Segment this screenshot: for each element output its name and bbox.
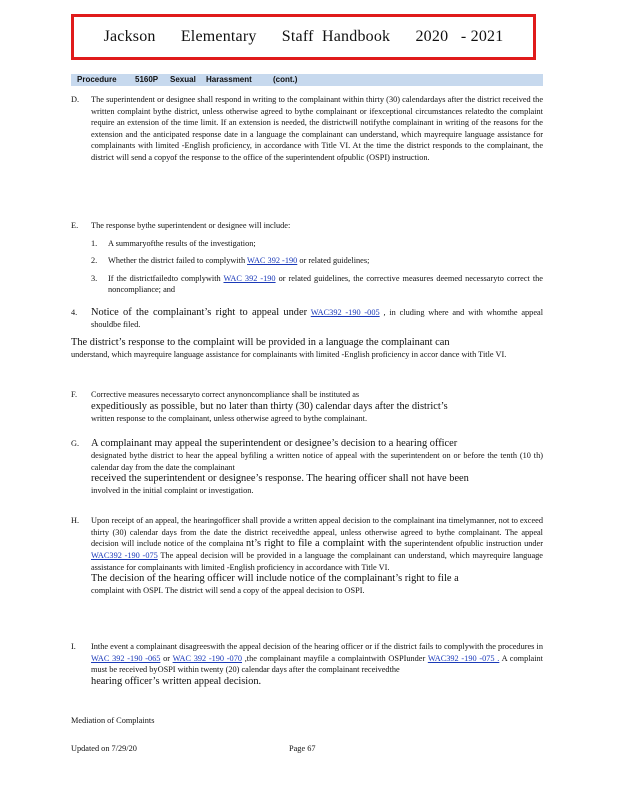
procedure-sexual: Sexual [170,75,196,84]
wac-link[interactable]: WAC 392 -190 [223,273,276,283]
wac-link[interactable]: WAC 392 -190 -070 [172,653,242,663]
handbook-title-box [71,14,536,60]
district-response-paragraph [71,337,543,361]
section-e-intro: The response bythe superintendent or designee will include: [91,221,291,230]
section-g-line: received the superintendent or designee’s response. The hearing officer shall not have been [91,473,469,485]
section-i-line: hearing officer’s written appeal decision. [91,675,262,687]
district-response-line-1: The district’s response to the complaint will be provided in a language the complainant can [71,337,450,348]
section-h-line: The decision of the hearing officer will include notice of the complainant’s right to file a [91,573,459,585]
section-h [71,515,543,597]
item-text: Whether the district failed to complywith [108,256,246,266]
wac-link[interactable]: WAC392 -190 -075 [91,551,158,561]
section-f-line: expeditiously as possible, but no later than thirty (30) calendar days after the district’s [91,400,448,412]
section-g-line: designated bythe district to hear the appeal byfiling a written notice of appeal with the superintendent on or before the tenth (10 th) calendar day from the date the complainant [91,451,543,472]
wac-link[interactable]: WAC 392 -190 [247,256,298,266]
procedure-label: Procedure [77,75,117,84]
section-i-text: Inthe event a complainant disagreeswith the appeal decision of the hearing officer or if the district fails to complywith the procedures in [91,642,543,651]
section-e-item-2 [91,255,543,267]
section-f-line: written response to the complainant, unless otherwise agreed to bythe complainant. [91,413,368,423]
procedure-cont: (cont.) [273,75,298,84]
section-f-line: Corrective measures necessaryto correct anynoncompliance shall be instituted as [91,390,360,399]
item-text: If the districtfailedto complywith [108,273,221,283]
section-e-item-1 [91,238,543,250]
section-e [71,220,543,296]
item-text: , in cluding where and with whomthe appeal shouldbe filed. [91,308,543,329]
section-g [71,438,543,497]
section-e-item-4 [71,307,543,331]
district-response-line-2: understand, which mayrequire language assistance for complainants with limited -English proficiency in accor dance with Title VI. [71,350,507,359]
section-f [71,389,543,424]
item-number: 3. [91,273,98,283]
header-elementary: Elementary [180,28,257,45]
procedure-number: 5160P [135,75,159,84]
section-i-text: ,the complainant mayfile a complaintwith OSPIunder [244,653,426,663]
header-year-end: - 2021 [460,28,504,45]
wac-link[interactable]: WAC392 -190 -005 [310,308,380,317]
section-f-letter: F. [71,390,78,399]
section-g-letter: G. [71,439,80,448]
wac-link[interactable]: WAC392 -190 -075 . [427,653,500,663]
section-d-text: The superintendent or designee shall respond in writing to the complainant within thirty (30) calendardays after the district received the written complaint bythe district, unless otherwise agreed to bythe complainant or ifexceptional circumstances relatedto the complaint require an extension of the time limit. If an extension is needed, the districtwill notifythe complainant in writing of the reasons for the extension and the anticipated response date in a language the complainant can understand, which mayrequire language assistance for complainants with limited -English proficiency, in accordance with Title VI. At the time the district responds to the complainant, the district will send a copyof the response to the office of the superintendent ofpublic (OSPI) instruction. [91,95,543,162]
item-text: A summaryofthe results of the investigation; [108,238,256,248]
header-year-start: 2020 [415,28,449,45]
footer-updated: Updated on 7/29/20 [71,744,137,753]
section-h-text: nt’s right to file a complaint with the [246,538,402,550]
item-text: Notice of the complainant’s right to appeal under [91,307,308,318]
section-e-item-3 [91,273,543,296]
section-h-line: complaint with OSPI. The district will send a copy of the appeal decision to OSPI. [91,586,365,596]
item-number: 2. [91,256,98,266]
section-g-line: A complainant may appeal the superintendent or designee’s decision to a hearing officer [91,438,458,449]
section-h-text: superintendent ofpublic instruction under [404,539,543,549]
procedure-band [71,74,543,86]
section-i-letter: I. [71,642,76,651]
section-d-letter: D. [71,95,80,104]
section-i [71,641,543,688]
section-i-text: A complaint must be received byOSPI within twenty (20) calendar days after the complainant receivedthe [91,653,543,675]
header-school: Jackson [103,28,156,45]
section-g-line: involved in the initial complaint or investigation. [91,486,254,496]
mediation-heading: Mediation of Complaints [71,716,155,725]
item-text: or related guidelines, the corrective measures deemed necessaryto correct the noncompliance; and [108,273,543,295]
procedure-harassment: Harassment [206,75,252,84]
section-d [71,94,543,164]
wac-link[interactable]: WAC 392 -190 -065 [91,653,161,663]
section-h-text: The appeal decision will be provided in a language the complainant can understand, which mayrequire language assistance for complainants with limited -English proficiency in accordance with Title VI. [91,551,543,572]
footer-page: Page 67 [289,744,316,753]
section-h-letter: H. [71,516,80,525]
header-handbook: Handbook [322,28,391,45]
item-text: or related guidelines; [299,256,370,266]
section-e-letter: E. [71,221,79,230]
item-number: 1. [91,238,98,248]
header-staff: Staff [281,28,314,45]
section-h-text: Upon receipt of an appeal, the hearingofficer shall provide a written appeal decision to the complainant ina timelymanner, not to exceed thirty (30) calendar days from the date the district receivedthe appeal, unless otherwise agreed to bythe complainant. The appeal decision will include notice of the complaina [91,516,543,549]
item-number: 4. [71,308,78,317]
section-i-text: or [163,653,171,663]
